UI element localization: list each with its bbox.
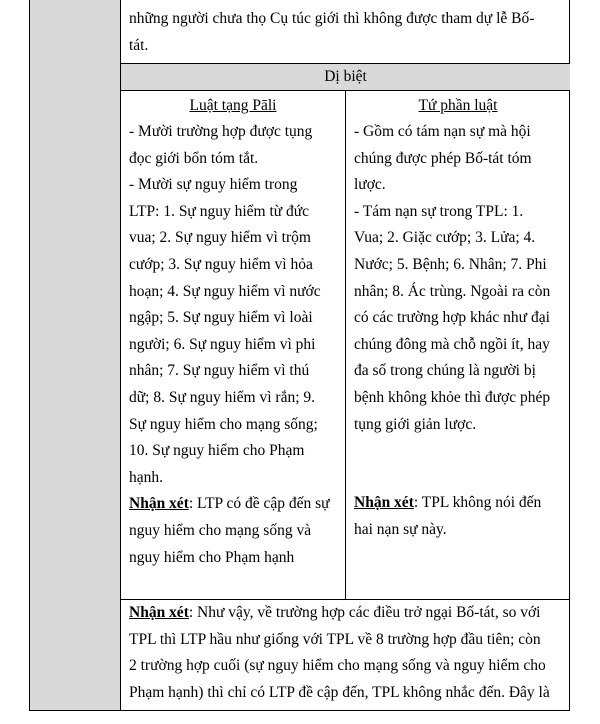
left-line: ngập; 5. Sự nguy hiểm vì loài [129,309,313,327]
summary-line: Phạm hạnh) thì chỉ có LTP đề cập đến, TPL không nhắc đến. Đây là [129,683,550,701]
summary-line: 2 trường hợp cuối (sự nguy hiểm cho mạng sống và nguy hiểm cho [129,657,546,675]
table-content [121,0,570,711]
intro-line: những người chưa thọ Cụ túc giới thì không được tham dự lễ Bố- [129,10,535,27]
differences-header: Dị biệt [121,63,570,91]
left-line: - Mười sự nguy hiểm trong [129,176,298,194]
left-line: cướp; 3. Sự nguy hiểm vì hỏa [129,255,313,273]
left-line: Sự nguy hiểm cho mạng sống; [129,415,318,433]
left-column-pali-vinaya [121,91,346,599]
left-line: hạnh. [129,468,164,486]
left-line: người; 6. Sự nguy hiểm vì phi [129,335,316,353]
left-line: vua; 2. Sự nguy hiểm vì trộm [129,229,311,247]
left-line: LTP: 1. Sự nguy hiểm từ đức [129,202,310,220]
right-line: tụng giới giản lược. [354,415,477,433]
left-line: hoạn; 4. Sự nguy hiểm vì nước [129,282,321,300]
right-note-label: Nhận xét [354,494,414,512]
left-line: nhân; 7. Sự nguy hiểm vì thú [129,362,310,380]
right-column-heading: Tứ phần luật [418,97,498,114]
left-line: 10. Sự nguy hiểm cho Phạm [129,442,305,460]
left-line: đọc giới bổn tóm tắt. [129,149,259,167]
right-note-line [354,490,562,517]
summary-line [129,600,562,627]
left-line: - Mười trường hợp được tụng [129,123,313,140]
right-note-text: : TPL không nói đến [413,494,542,512]
summary-label: Nhận xét [129,604,189,621]
right-line: nhân; 8. Ác trùng. Ngoài ra còn [354,282,551,300]
right-line: lược. [354,176,386,194]
left-note-text: : LTP có đề cập đến sự [188,495,330,513]
right-line: - Gồm có tám nạn sự mà hội [354,123,531,140]
left-note-label: Nhận xét [129,495,189,513]
right-line: bệnh không khỏe thì được phép [354,388,551,406]
left-note-line: nguy hiểm cho mạng sống và [129,521,312,539]
right-line: chúng đông mà chỗ ngồi ít, hay [354,335,550,353]
left-line: dữ; 8. Sự nguy hiểm vì rắn; 9. [129,388,315,406]
summary-text: : Như vậy, về trường hợp các điều trở ngại Bố-tát, so với [188,604,541,621]
summary-paragraph [121,600,570,706]
right-line: có các trường hợp khác như đại [354,309,550,327]
right-line: Vua; 2. Giặc cướp; 3. Lửa; 4. [354,229,536,247]
intro-paragraph [121,0,570,64]
left-column-heading: Luật tạng Pāli [189,97,277,114]
right-line: chúng được phép Bố-tát tóm [354,149,532,167]
right-line: - Tám nạn sự trong TPL: 1. [354,202,524,220]
left-note-line [129,491,337,518]
left-note-line: nguy hiểm cho Phạm hạnh [129,548,295,566]
right-line: đa số trong chúng là người bị [354,362,536,380]
right-note-line: hai nạn sự này. [354,520,447,538]
right-line: Nước; 5. Bệnh; 6. Nhân; 7. Phi [354,255,547,273]
summary-line: TPL thì LTP hầu như giống với TPL về 8 trường hợp đầu tiên; còn [129,630,541,648]
right-column-four-part-vinaya [346,91,570,599]
intro-line: tát. [129,36,149,54]
